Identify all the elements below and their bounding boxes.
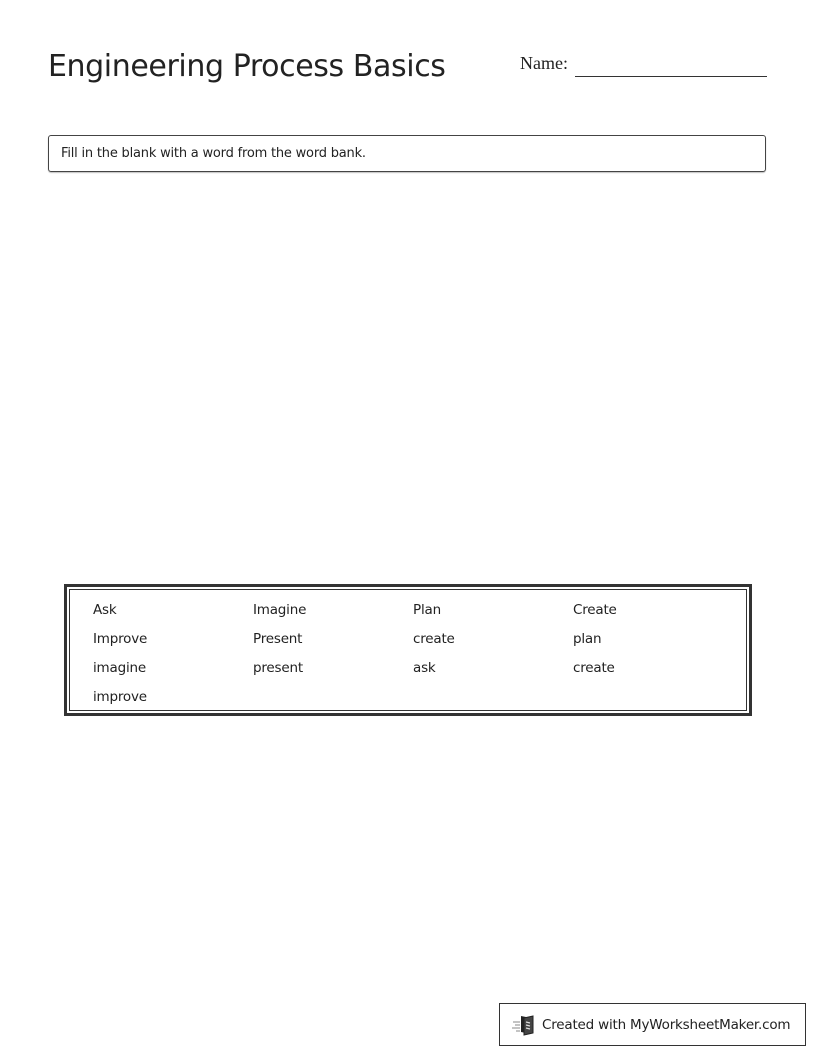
word-bank-item: create [573,660,615,676]
word-bank-item: Present [253,631,303,647]
word-bank-item: Plan [413,602,441,618]
word-bank-item: Improve [93,631,148,647]
word-bank [64,584,752,716]
word-bank-item: Ask [93,602,117,618]
page-title: Engineering Process Basics [48,49,446,84]
name-label: Name: [520,53,568,73]
word-bank-item: ask [413,660,436,676]
word-bank-item: Create [573,602,617,618]
instructions-text: Fill in the blank with a word from the word bank. [61,146,366,161]
footer-credit-text: Created with MyWorksheetMaker.com [542,1016,791,1033]
word-bank-grid [93,599,733,715]
name-field-block [520,52,767,74]
word-bank-item: improve [93,689,147,705]
footer-credit-badge[interactable] [499,1003,806,1046]
name-blank-line[interactable] [575,76,767,77]
word-bank-inner-border [69,589,747,711]
word-bank-item: present [253,660,303,676]
word-bank-item: Imagine [253,602,307,618]
word-bank-item: create [413,631,455,647]
word-bank-item: plan [573,631,602,647]
instructions-box [48,135,766,172]
worksheet-logo-icon [512,1014,536,1036]
word-bank-item: imagine [93,660,146,676]
